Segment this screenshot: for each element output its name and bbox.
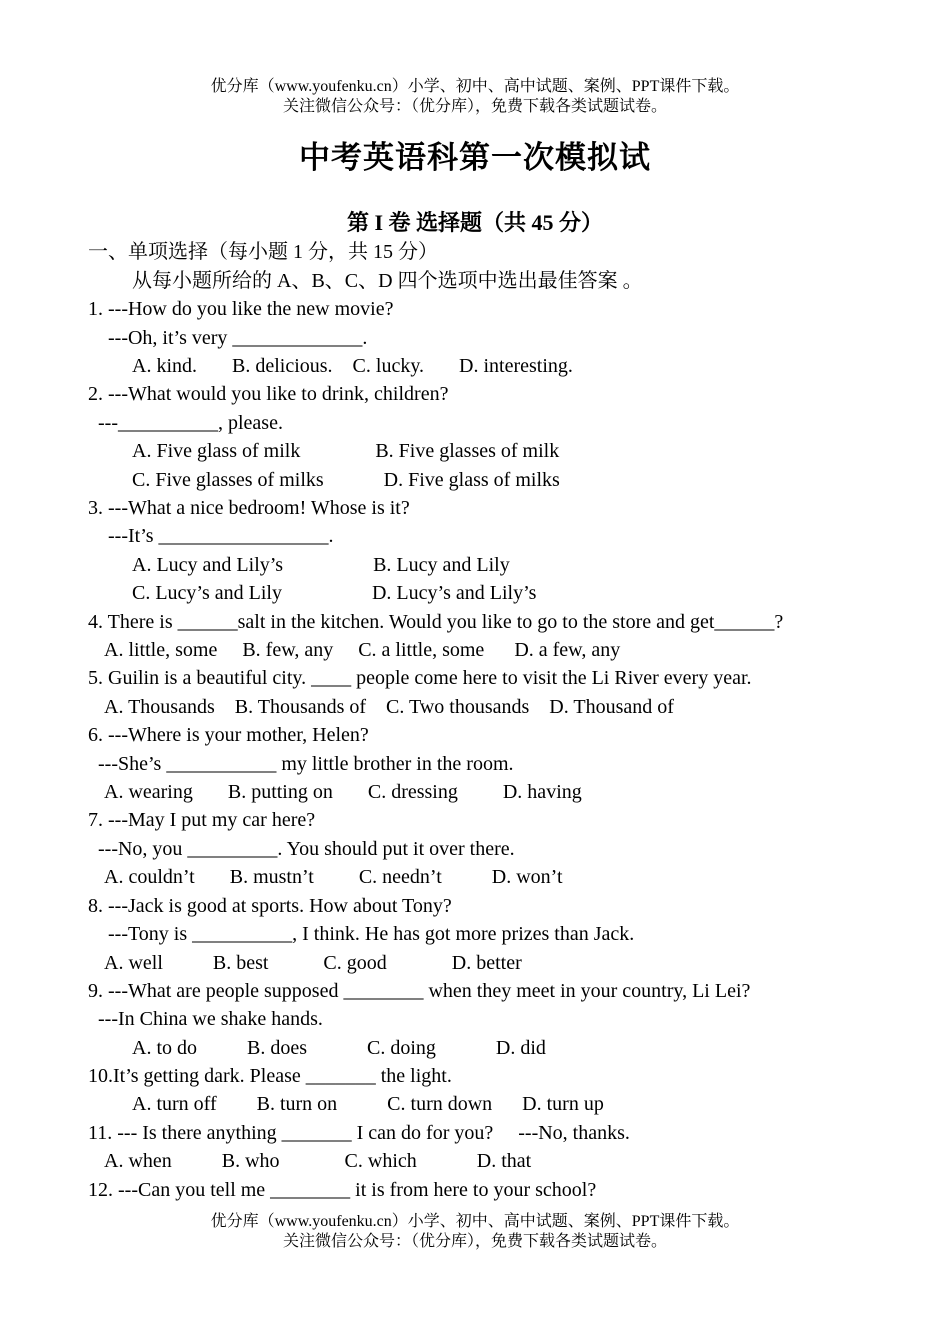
footer-ad-line1: 优分库（www.youfenku.cn）小学、初中、高中试题、案例、PPT课件下载。	[210, 1213, 740, 1230]
question-6-stem: 6. ---Where is your mother, Helen?	[88, 724, 369, 746]
question-1-stem: 1. ---How do you like the new movie?	[88, 298, 394, 320]
question-4-options: A. little, some B. few, any C. a little, some D. a few, any	[104, 639, 621, 661]
part1-heading: 一、单项选择（每小题 1 分，共 15 分）	[88, 241, 438, 263]
question-8-answer-line: ---Tony is __________, I think. He has got more prizes than Jack.	[108, 923, 635, 945]
question-6-answer-line: ---She’s ___________ my little brother in the room.	[98, 753, 514, 775]
question-9-answer-line: ---In China we shake hands.	[98, 1008, 323, 1030]
question-9-options: A. to do B. does C. doing D. did	[132, 1037, 546, 1059]
header-ad-line2: 关注微信公众号：（优分库），免费下载各类试题试卷。	[282, 98, 667, 115]
question-8-options: A. well B. best C. good D. better	[104, 952, 522, 974]
question-2-stem: 2. ---What would you like to drink, children?	[88, 383, 449, 405]
question-11-stem: 11. --- Is there anything _______ I can do for you? ---No, thanks.	[88, 1122, 630, 1144]
question-3-answer-line: ---It’s _________________.	[108, 525, 334, 547]
question-11-options: A. when B. who C. which D. that	[104, 1150, 532, 1172]
question-5-options: A. Thousands B. Thousands of C. Two thousands D. Thousand of	[104, 696, 674, 718]
question-3-options-ab: A. Lucy and Lily’s B. Lucy and Lily	[132, 554, 510, 576]
question-6-options: A. wearing B. putting on C. dressing D. having	[104, 781, 582, 803]
question-3-stem: 3. ---What a nice bedroom! Whose is it?	[88, 497, 410, 519]
footer-ad-line2: 关注微信公众号：（优分库），免费下载各类试题试卷。	[282, 1233, 667, 1250]
question-5-stem: 5. Guilin is a beautiful city. ____ people come here to visit the Li River every year.	[88, 667, 752, 689]
question-1-options: A. kind. B. delicious. C. lucky. D. interesting.	[132, 355, 573, 377]
question-2-options-ab: A. Five glass of milk B. Five glasses of milk	[132, 440, 560, 462]
question-8-stem: 8. ---Jack is good at sports. How about Tony?	[88, 895, 452, 917]
question-3-options-cd: C. Lucy’s and Lily D. Lucy’s and Lily’s	[132, 582, 537, 604]
question-12-stem: 12. ---Can you tell me ________ it is from here to your school?	[88, 1179, 597, 1201]
question-7-options: A. couldn’t B. mustn’t C. needn’t D. won’t	[104, 866, 563, 888]
question-4-stem: 4. There is ______salt in the kitchen. Would you like to go to the store and get______?	[88, 611, 784, 633]
question-2-answer-line: ---__________, please.	[98, 412, 283, 434]
question-7-stem: 7. ---May I put my car here?	[88, 809, 316, 831]
question-7-answer-line: ---No, you _________. You should put it over there.	[98, 838, 515, 860]
question-10-options: A. turn off B. turn on C. turn down D. turn up	[132, 1093, 604, 1115]
question-2-options-cd: C. Five glasses of milks D. Five glass of milks	[132, 469, 560, 491]
footer-ad	[0, 1212, 950, 1252]
section-title: 第 I 卷 选择题（共 45 分）	[346, 210, 604, 235]
question-9-stem: 9. ---What are people supposed ________ when they meet in your country, Li Lei?	[88, 980, 751, 1002]
question-10-stem: 10.It’s getting dark. Please _______ the light.	[88, 1065, 452, 1087]
header-ad-line1: 优分库（www.youfenku.cn）小学、初中、高中试题、案例、PPT课件下载。	[210, 78, 740, 95]
question-1-answer-line: ---Oh, it’s very _____________.	[108, 327, 368, 349]
exam-title: 中考英语科第一次模拟试	[299, 140, 651, 175]
header-ad	[0, 77, 950, 117]
part1-instruction: 从每小题所给的 A、B、C、D 四个选项中选出最佳答案 。	[132, 270, 643, 292]
